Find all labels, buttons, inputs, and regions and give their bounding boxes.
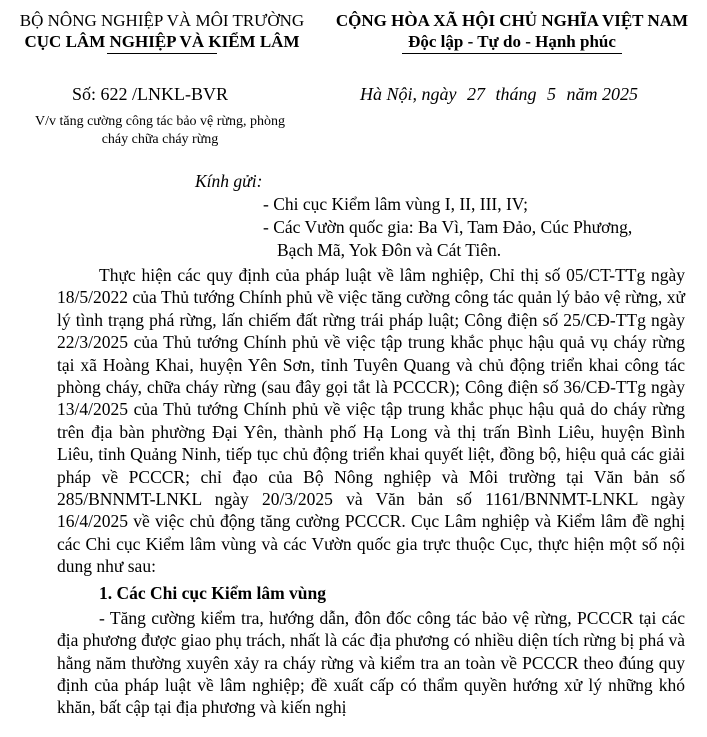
recipient-line-1: - Chi cục Kiểm lâm vùng I, II, III, IV; bbox=[263, 194, 529, 214]
nation-title: CỘNG HÒA XÃ HỘI CHỦ NGHĨA VIỆT NAM bbox=[335, 11, 689, 30]
place-label: Hà Nội, ngày bbox=[360, 84, 457, 104]
department-name: CỤC LÂM NGHIỆP VÀ KIỂM LÂM bbox=[24, 32, 300, 51]
document-subject bbox=[10, 113, 310, 149]
subject-line-2: cháy chữa cháy rừng bbox=[101, 132, 219, 147]
recipient-line-2: - Các Vườn quốc gia: Ba Vì, Tam Đảo, Cúc Phương, bbox=[263, 217, 633, 237]
document-body bbox=[57, 264, 685, 719]
place-and-date bbox=[360, 84, 680, 105]
month-label: tháng bbox=[495, 84, 537, 104]
date-month: 5 bbox=[547, 84, 557, 104]
issuing-agency-block bbox=[12, 10, 312, 54]
recipients-greeting: Kính gửi: bbox=[195, 171, 263, 191]
document-number: Số: 622 /LNKL-BVR bbox=[71, 84, 228, 104]
body-paragraph-1: Thực hiện các quy định của pháp luật về lâm nghiệp, Chỉ thị số 05/CT-TTg ngày 18/5/2022 của Thủ tướng Chính phủ về việc tăng cường công tác quản lý bảo vệ rừng, xử lý tình trạng phá rừng, lấn chiếm đất rừng trái pháp luật; Công điện số 25/CĐ-TTg ngày 22/3/2025 của Thủ tướng Chính phủ về việc tập trung khắc phục hậu quả vụ cháy rừng tại xã Hoàng Khai, huyện Yên Sơn, tỉnh Tuyên Quang và chủ động triển khai công tác phòng cháy, chữa cháy rừng (sau đây gọi tắt là PCCCR); Công điện số 36/CĐ-TTg ngày 13/4/2025 của Thủ tướng Chính phủ về việc tập trung khắc phục hậu quả do cháy rừng trên địa bàn phường Đại Yên, thành phố Hạ Long và thị trấn Bình Liêu, huyện Bình Liêu, tỉnh Quảng Ninh, tiếp tục chủ động triển khai quyết liệt, đồng bộ, hiệu quả các giải pháp về PCCCR; chỉ đạo của Bộ Nông nghiệp và Môi trường tại Văn bản số 285/BNNMT-LNKL ngày 20/3/2025 và Văn bản số 1161/BNNMT-LNKL ngày 16/4/2025 về việc chủ động tăng cường PCCCR. Cục Lâm nghiệp và Kiểm lâm đề nghị các Chi cục Kiểm lâm vùng và các Vườn quốc gia trực thuộc Cục, thực hiện một số nội dung như sau: bbox=[57, 265, 685, 577]
ministry-name: BỘ NÔNG NGHIỆP VÀ MÔI TRƯỜNG bbox=[19, 11, 305, 30]
subject-line-1: V/v tăng cường công tác bảo vệ rừng, phòng bbox=[34, 114, 286, 129]
year-label: năm 2025 bbox=[566, 84, 639, 104]
recipient-line-3: Bạch Mã, Yok Đôn và Cát Tiên. bbox=[277, 240, 502, 260]
motto-underline bbox=[402, 53, 622, 54]
date-day: 27 bbox=[467, 84, 485, 104]
department-underline bbox=[107, 53, 217, 54]
body-paragraph-2: - Tăng cường kiểm tra, hướng dẫn, đôn đốc công tác bảo vệ rừng, PCCCR tại các địa phương được giao phụ trách, nhất là các địa phương có nhiều diện tích rừng bị phá và hằng năm thường xuyên xảy ra cháy rừng và kiểm tra an toàn về PCCCR theo đúng quy định của pháp luật về lâm nghiệp; đề xuất cấp có thẩm quyền hướng xử lý những khó khăn, bất cập tại địa phương và kiến nghị bbox=[57, 607, 685, 718]
section-1-heading: 1. Các Chi cục Kiểm lâm vùng bbox=[99, 582, 327, 603]
national-motto: Độc lập - Tự do - Hạnh phúc bbox=[408, 32, 616, 51]
recipients-block bbox=[195, 170, 675, 262]
national-title-block bbox=[320, 10, 704, 54]
